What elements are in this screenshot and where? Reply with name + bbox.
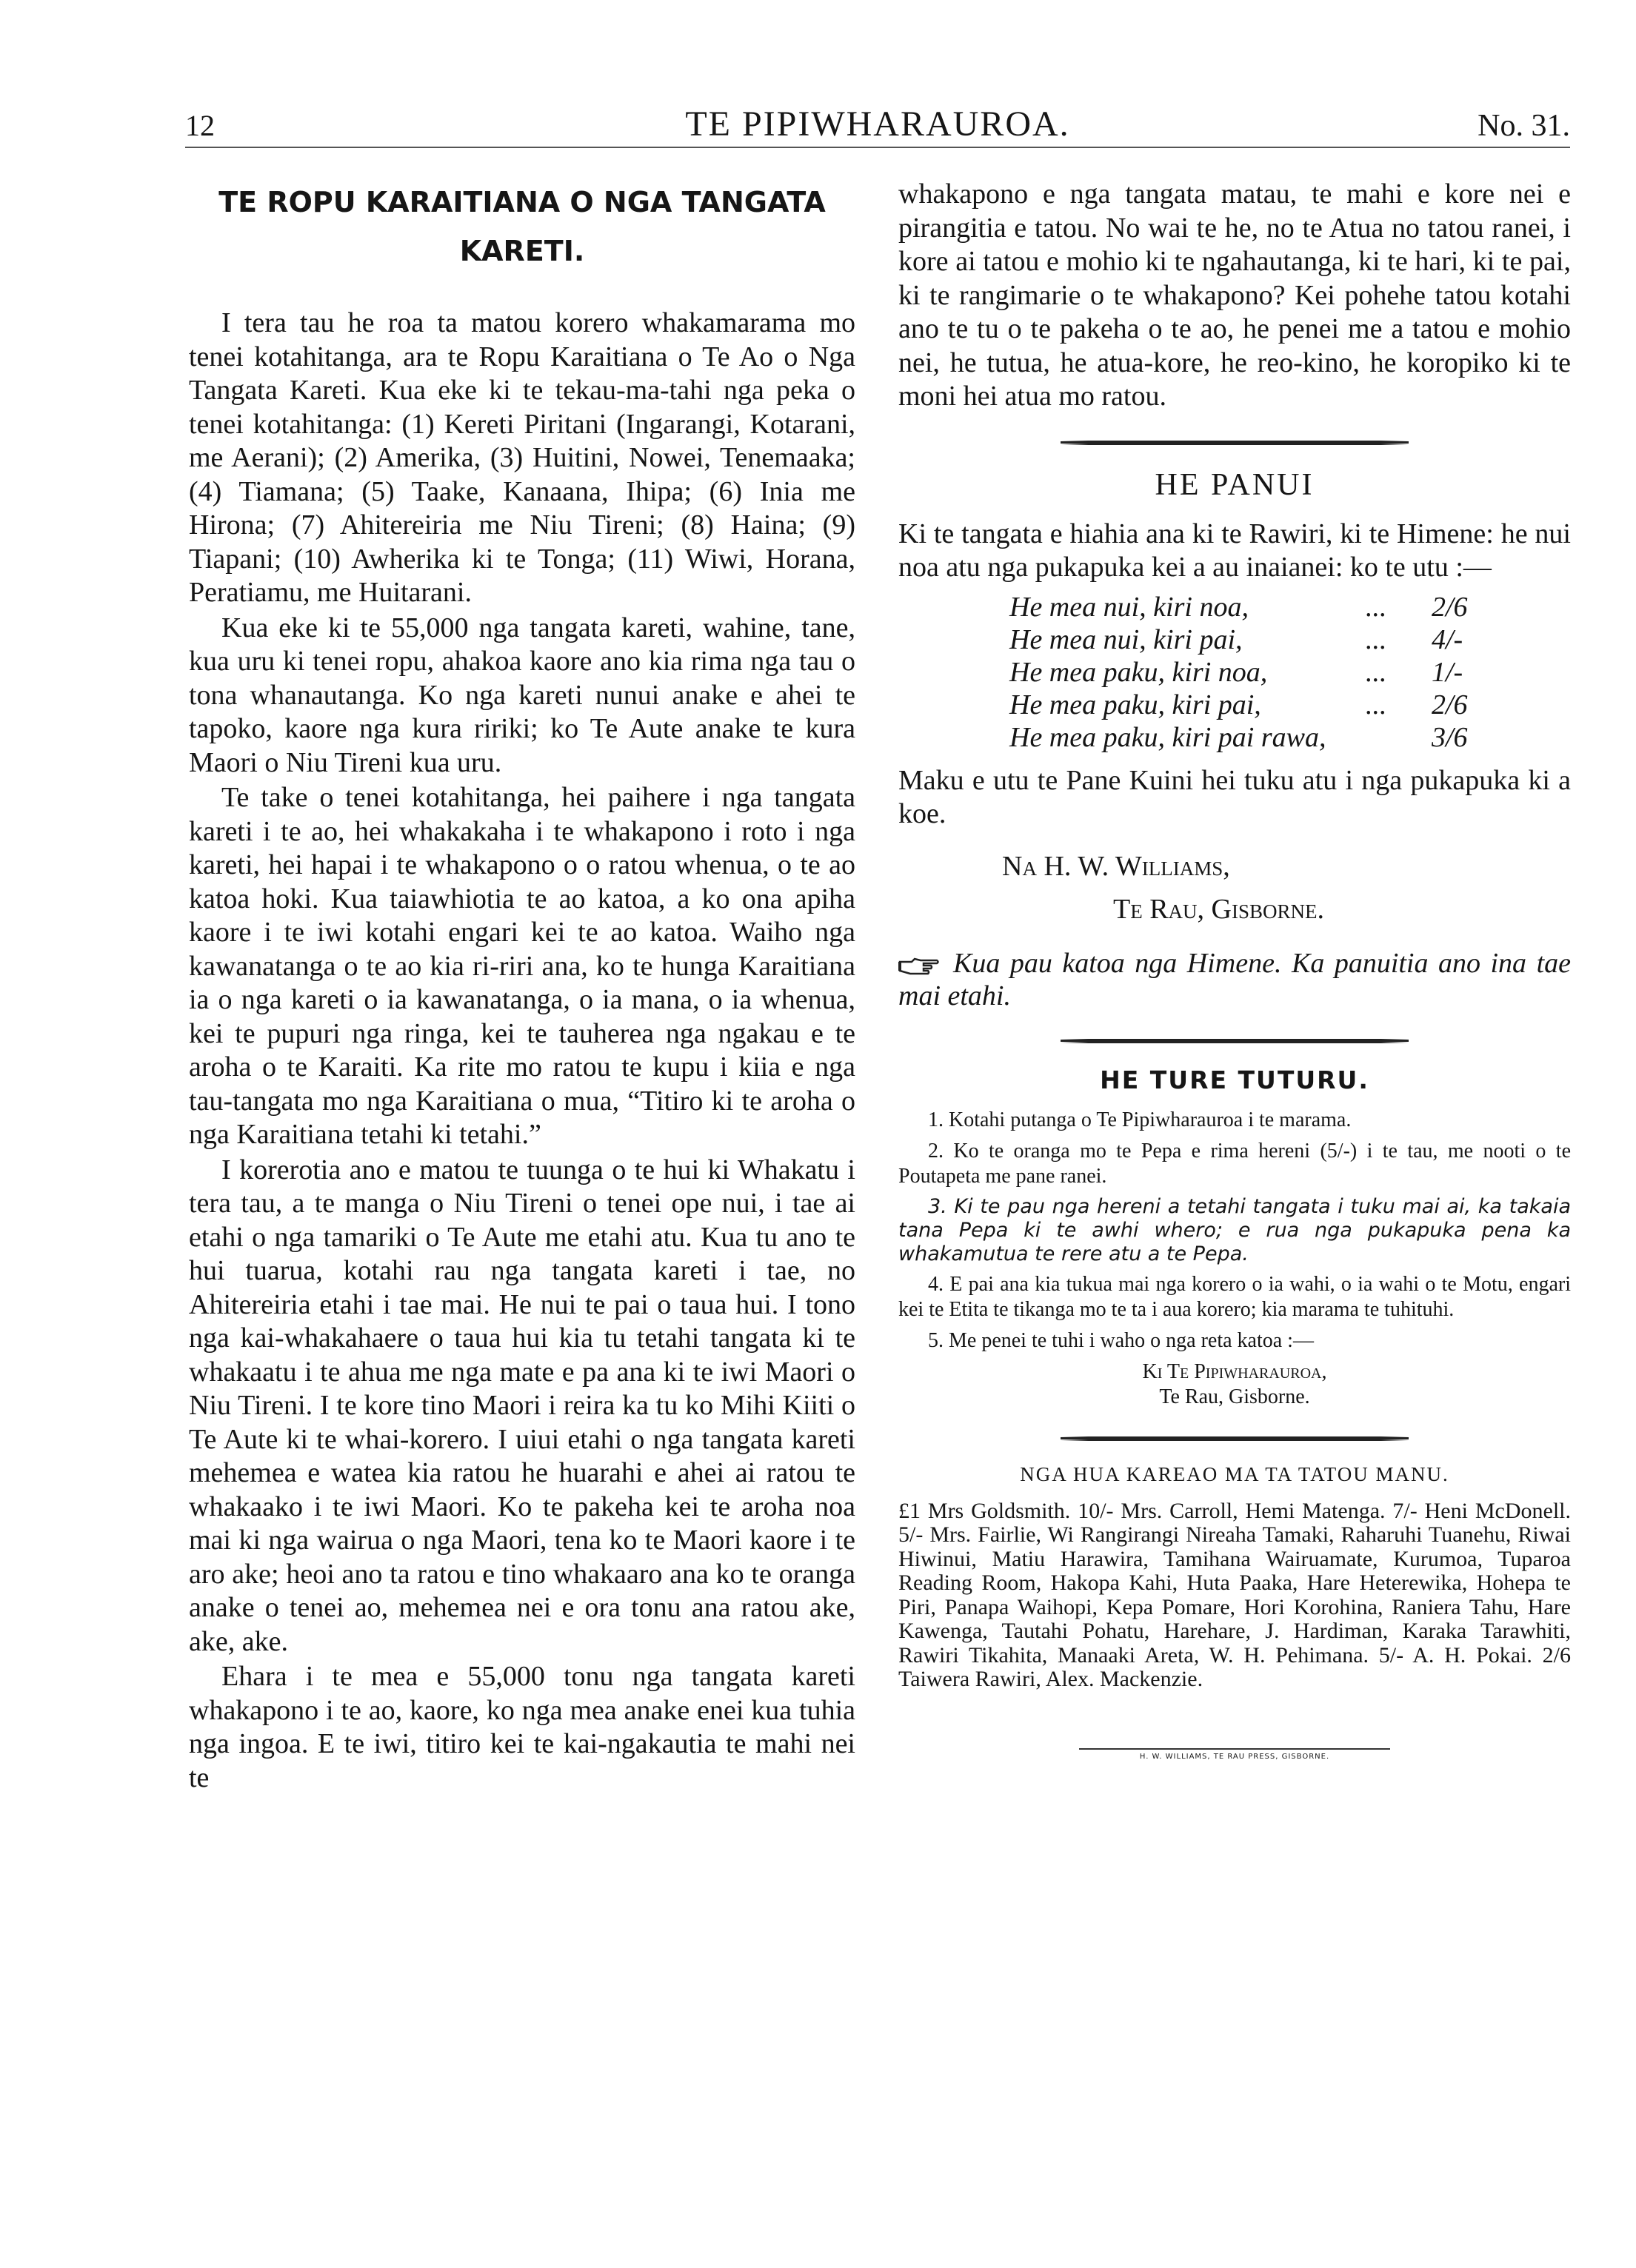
header-rule [185, 147, 1570, 148]
price-list [1009, 591, 1571, 754]
article-title-line-1: TE ROPU KARAITIANA O NGA TANGATA [218, 186, 826, 218]
hymn-note [898, 947, 1571, 1012]
price-item: He mea paku, kiri noa, [1009, 656, 1268, 688]
ture-heading: HE TURE TUTURU. [1100, 1065, 1369, 1094]
article-title-line-2: KARETI. [459, 235, 585, 267]
rule-item: 5. Me penei te tuhi i waho o nga reta katoa :— [928, 1328, 1314, 1352]
price-leader: ... [1365, 591, 1386, 623]
right-column [898, 178, 1571, 1761]
issue-number: No. 31. [1478, 109, 1570, 143]
page-header [185, 95, 1570, 154]
price-value: 1/- [1432, 656, 1463, 688]
price-row [1009, 591, 1571, 623]
hymn-note-text: Kua pau katoa nga Himene. Ka panuitia ano ina tae mai etahi. [898, 947, 1571, 1011]
price-row [1009, 721, 1571, 754]
price-leader: ... [1365, 656, 1386, 688]
section-divider [1061, 1039, 1409, 1043]
left-column [189, 178, 855, 1795]
section-divider [1061, 1436, 1409, 1441]
rule-item: 1. Kotahi putanga o Te Pipiwharauroa i te marama. [928, 1108, 1352, 1131]
price-item: He mea paku, kiri pai rawa, [1009, 721, 1326, 753]
printer-imprint: H. W. WILLIAMS, TE RAU PRESS, GISBORNE. [1079, 1748, 1390, 1761]
address-line: Te Rau, Gisborne. [1159, 1385, 1310, 1408]
price-leader [1365, 721, 1432, 754]
rule-item: 2. Ko te oranga mo te Pepa e rima hereni (5/-) i te tau, me nooti o te Poutapeta me pane ranei. [898, 1139, 1571, 1188]
rule-item: 4. E pai ana kia tukua mai nga korero o ia wahi, o ia wahi o te Motu, engari kei te Etita te tikanga mo te ta i aua korero; kia marama te tuhituhi. [898, 1272, 1571, 1321]
price-value: 3/6 [1432, 721, 1468, 753]
price-value: 4/- [1432, 623, 1463, 655]
pointing-hand-icon [898, 956, 940, 975]
article-paragraph: I korerotia ano e matou te tuunga o te hui ki Whakatu i tera tau, a te manga o Niu Tireni o tenei ope nui, i tae ai etahi o nga tamariki o Te Aute me etahi atu. Kua tu ano te hui tuarua, kotahi rau nga tangata kareti i tae, no Ahitereiria etahi i tae mai. He nui te pai o taua hui. I tono nga kai-whakahaere o taua hui kia tu tetahi tangata ki te whakaatu i te ahua me nga mate e pa ana ki te iwi Maori o Niu Tireni. I te kore tino Maori i reira ka tu ko Mihi Kiiti o Te Aute ki te whai-korero. I uiui etahi o nga tangata kareti mehemea e watea kia ratou he huarahi e ahei ai ratou te whakaako i te iwi Maori. Ko te pakeha kei te aroha noa mai ki nga wairua o nga Maori, tena ko te Maori kaore i te aro ake; heoi ano ta ratou e tino whakaaro ana ko te oranga anake o tenei ao, mehemea nei e ora tonu ana ratou ake, ake, ake. [189, 1154, 855, 1657]
article-paragraph: I tera tau he roa ta matou korero whakamarama mo tenei kotahitanga, ara te Ropu Karaitiana o Te Ao o Nga Tangata Kareti. Kua eke ki te tekau-ma-tahi nga peka o tenei kotahitanga: (1) Kereti Piritani (Ingarangi, Kotarani, me Aerani); (2) Amerika, (3) Huitini, Nowei, Tenemaaka; (4) Tiamana; (5) Taake, Kanaana, Ihipa; (6) Inia me Hirona; (7) Ahitereiria me Niu Tireni; (8) Haina; (9) Tiapani; (10) Awherika ki te Tonga; (11) Wiwi, Horana, Peratiamu, me Huitarani. [189, 307, 855, 608]
panui-heading: HE PANUI [1155, 467, 1315, 502]
article-title [189, 178, 855, 275]
price-leader: ... [1365, 623, 1386, 655]
signature-address: Te Rau, Gisborne. [1113, 893, 1325, 925]
panui-closing: Maku e utu te Pane Kuini hei tuku atu i nga pukapuka ki a koe. [898, 764, 1571, 829]
price-row [1009, 656, 1571, 689]
article-paragraph: Te take o tenei kotahitanga, hei paihere i nga tangata kareti i te ao, hei whakakaha i te whakapono i roto i nga kareti, hei hapai i te whakapono o o ratou whenua, o te ao katoa hoki. Kua taiawhiotia te ao katoa, a ko ona apiha kaore i te iwi kotahi engari kei te ao katoa. Waiho nga kawanatanga o te ao kia ri-riri ana, ko te hunga Karaitiana ia o nga kareti o ia kawanatanga, o ia mana, o ia whenua, kei te pupuri nga ringa, kei te tauherea nga ngakau e te aroha o te Karaiti. Ka rite mo ratou te kupu i kiia e nga tau-tangata mo nga Karaitiana o mua, “Titiro ki te aroha o nga Karaitiana tetahi ki tetahi.” [189, 782, 855, 1150]
subscriptions-list: £1 Mrs Goldsmith. 10/- Mrs. Carroll, Hemi Matenga. 7/- Heni McDonell. 5/- Mrs. Fairlie, Wi Rangirangi Nireaha Tamaki, Raharuhi Tuanehu, Riwai Hiwinui, Matiu Harawira, Tamihana Wairuamate, Kurumoa, Tuparoa Reading Room, Hakopa Kahi, Huta Paaka, Hare Heterewika, Hohepa te Piri, Panapa Waihopi, Kepa Pomare, Hori Korohina, Raniera Tahu, Hare Kawenga, Tautahi Pohatu, Harehare, J. Hardiman, Karaka Tarawhiti, Rawiri Tikahita, Manaaki Areta, W. H. Pehimana. 5/- A. H. Pokai. 2/6 Taiwera Rawiri, Alex. Mackenzie. [898, 1498, 1571, 1691]
section-divider [1061, 441, 1409, 445]
article-paragraph: Ehara i te mea e 55,000 tonu nga tangata kareti whakapono i te ao, kaore, ko nga mea anake enei kua tuhia nga ingoa. E te iwi, titiro kei te kai-ngakautia te mahi nei te [189, 1661, 855, 1793]
newspaper-title: TE PIPIWHARAUROA. [685, 104, 1070, 144]
page-number: 12 [185, 109, 215, 142]
price-item: He mea nui, kiri pai, [1009, 623, 1243, 655]
article-paragraph: Kua eke ki te 55,000 nga tangata kareti, wahine, tane, kua uru ki tenei ropu, ahakoa kaore ano kia rima nga tau o tona whanautanga. Ko nga kareti nunui anake e ahei te tapoko, kaore nga kura ririki; ko Te Aute anake te kura Maori o Niu Tireni kua uru. [189, 612, 855, 778]
panui-intro: Ki te tangata e hiahia ana ki te Rawiri, ki te Himene: he nui noa atu nga pukapuka kei a au inaianei: ko te utu :— [898, 518, 1571, 583]
subscriptions-heading: NGA HUA KAREAO MA TA TATOU MANU. [1020, 1462, 1449, 1485]
price-value: 2/6 [1432, 689, 1468, 720]
price-row [1009, 689, 1571, 721]
rules-list [898, 1108, 1571, 1410]
address-line: Ki Te Pipiwharauroa, [1142, 1359, 1327, 1383]
signature-name: Na H. W. Williams, [1002, 850, 1230, 882]
price-row [1009, 623, 1571, 656]
price-value: 2/6 [1432, 591, 1468, 623]
rule-item: 3. Ki te pau nga hereni a tetahi tangata i tuku mai ai, ka takaia tana Pepa ki te awhi whero; e rua nga pukapuka pena ka whakamutua te rere atu a te Pepa. [898, 1194, 1571, 1265]
price-leader: ... [1365, 689, 1386, 720]
price-item: He mea paku, kiri pai, [1009, 689, 1261, 720]
article-continuation: whakapono e nga tangata matau, te mahi e kore nei e pirangitia e tatou. No wai te he, no te Atua no tatou ranei, i kore ai tatou e mohio ki te ngahautanga, ki te hari, ki te pai, ki te rangimarie o te whakapono? Kei pohehe tatou kotahi ano te tu o te pakeha o te ao, he penei me a tatou e mohio nei, he tutua, he atua-kore, he reo-kino, he koropiko ki te moni hei atua mo ratou. [898, 178, 1571, 412]
price-item: He mea nui, kiri noa, [1009, 591, 1249, 623]
